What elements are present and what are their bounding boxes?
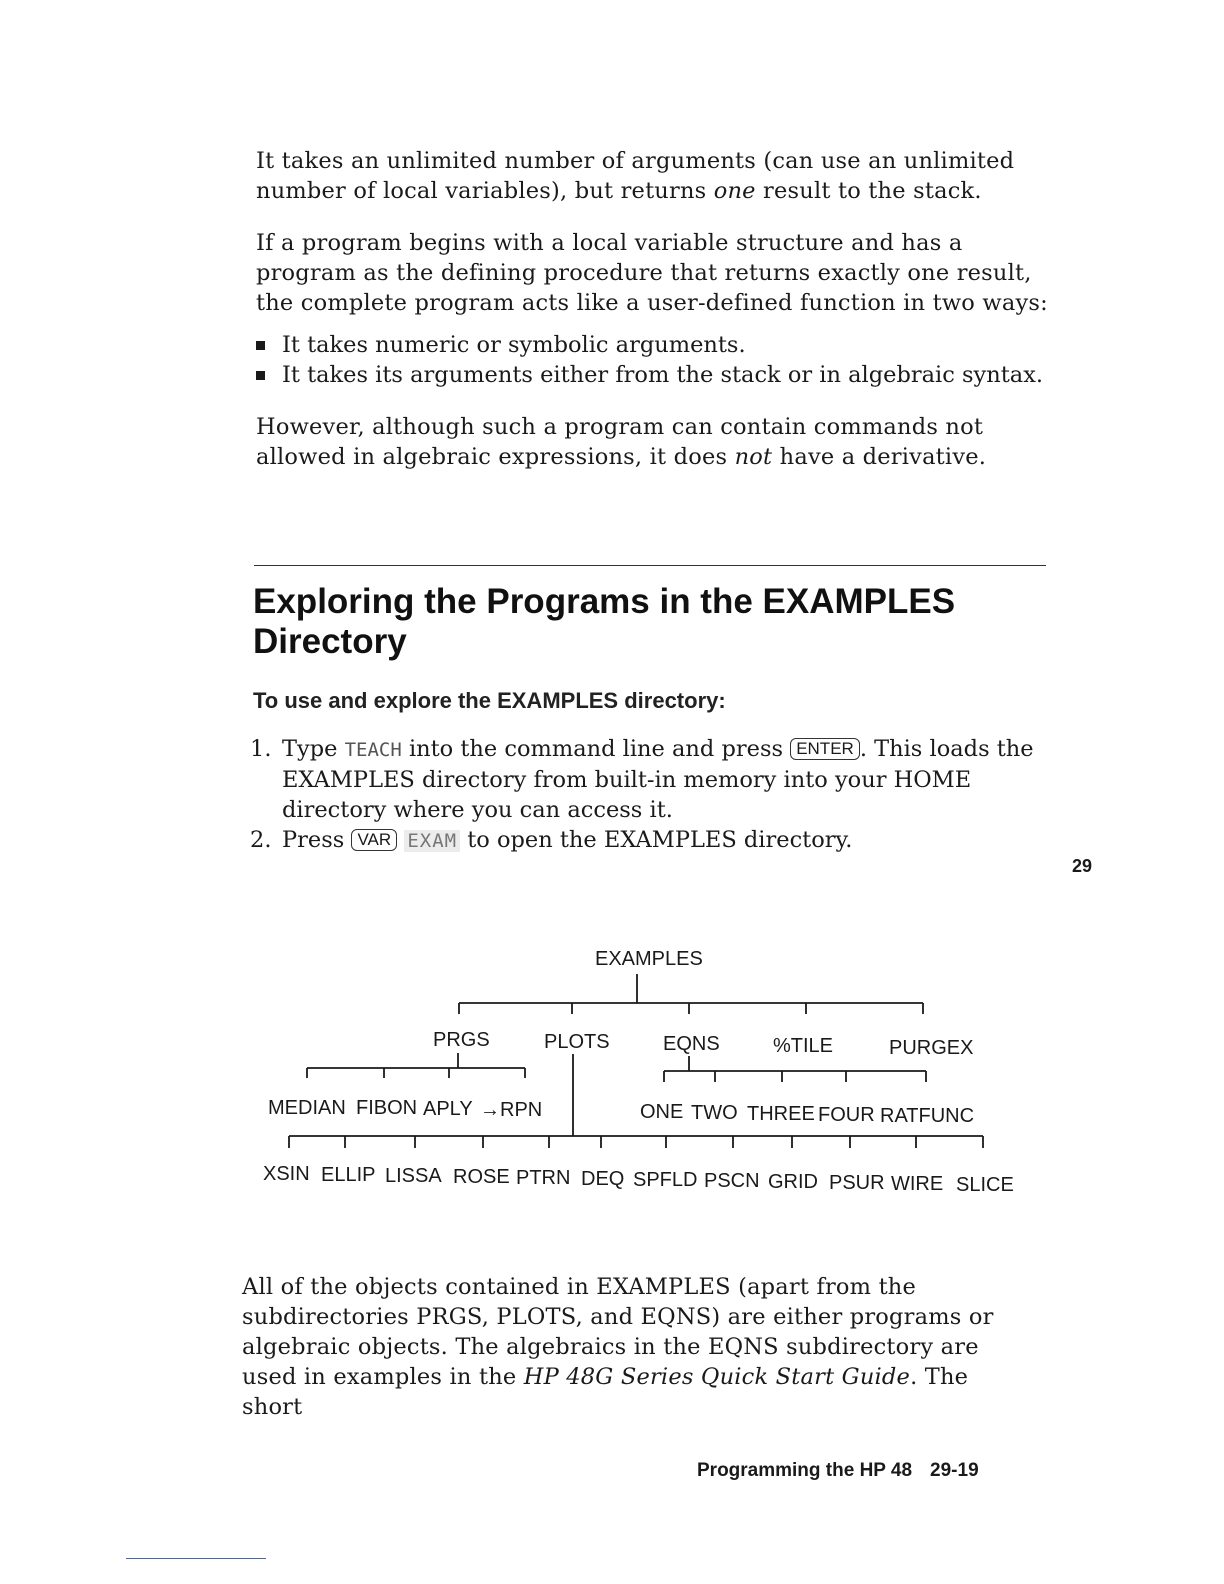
- step-number: 2.: [250, 827, 272, 853]
- page-number: 29-19: [930, 1460, 979, 1481]
- tree-root-label: EXAMPLES: [595, 948, 703, 970]
- tree-leaf-aply: APLY: [423, 1098, 473, 1120]
- text-run: Press: [282, 827, 352, 853]
- var-key: VAR: [351, 829, 397, 851]
- page-edge-mark: [126, 1558, 266, 1559]
- tree-leaf-pscn: PSCN: [704, 1170, 760, 1192]
- tree-leaf-ellip: ELLIP: [321, 1164, 376, 1186]
- tree-node-plots: PLOTS: [544, 1031, 610, 1053]
- enter-key: ENTER: [790, 738, 860, 760]
- emphasis-text: one: [713, 178, 756, 204]
- tree-leaf-xsin: XSIN: [263, 1163, 310, 1185]
- text-run: It takes an unlimited number of arguments (can use an unlimited number of local variables), but returns: [256, 148, 1015, 204]
- text-run: Type: [282, 736, 345, 762]
- text-run: . This loads the EXAMPLES directory from built-in memory into your HOME directory where you can access it.: [282, 736, 1034, 823]
- bullet-text: It takes numeric or symbolic arguments.: [282, 332, 746, 358]
- bullet-text: It takes its arguments either from the stack or in algebraic syntax.: [282, 362, 1044, 388]
- emphasis-text: HP 48G Series Quick Start Guide: [523, 1364, 911, 1390]
- text-run: However, although such a program can contain commands not allowed in algebraic expressions, it does: [256, 414, 984, 470]
- tree-leaf-one: ONE: [640, 1101, 684, 1123]
- tree-leaf-deq: DEQ: [581, 1168, 625, 1190]
- tree-leaf-two: TWO: [691, 1102, 738, 1124]
- tree-leaf-ratfunc: RATFUNC: [880, 1105, 975, 1127]
- text-run: . The short: [242, 1364, 969, 1420]
- tree-node-purgex: PURGEX: [889, 1037, 974, 1059]
- tree-leaf-rose: ROSE: [453, 1166, 510, 1188]
- text-run: result to the stack.: [755, 178, 982, 204]
- tree-node-prgs: PRGS: [433, 1029, 490, 1051]
- tree-leaf-three: THREE: [747, 1103, 815, 1125]
- procedure-heading: To use and explore the EXAMPLES directory:: [253, 688, 726, 713]
- tree-leaf-slice: SLICE: [956, 1174, 1014, 1196]
- tree-leaf-ptrn: PTRN: [516, 1167, 571, 1189]
- text-run: All of the objects contained in EXAMPLES (apart from the subdirectories PRGS, PLOTS, and EQNS) are either programs or algebraic objects. The algebraics in the EQNS subdirectory are used in examples in the: [242, 1274, 994, 1390]
- tree-leaf-wire: WIRE: [891, 1173, 944, 1195]
- tree-node-eqns: EQNS: [663, 1033, 720, 1055]
- tree-leaf-median: MEDIAN: [268, 1097, 346, 1119]
- tree-lines: [289, 974, 983, 1148]
- tree-leaf-fibon: FIBON: [356, 1097, 418, 1119]
- closing-paragraph: [242, 1272, 1032, 1422]
- tree-leaf-psur: PSUR: [829, 1172, 885, 1194]
- tree-leaf-grid: GRID: [768, 1171, 818, 1193]
- tree-node-tile: %TILE: [773, 1035, 834, 1057]
- chapter-tab: 29: [1072, 856, 1093, 876]
- command-code: TEACH: [344, 739, 402, 761]
- tree-leaf-four: FOUR: [818, 1104, 875, 1126]
- emphasis-text: not: [734, 444, 773, 470]
- text-run: have a derivative.: [772, 444, 987, 470]
- intro-paragraph-2: If a program begins with a local variable structure and has a program as the defining procedure that returns exactly one result, the complete program acts like a user-defined function in two ways:: [256, 230, 1048, 316]
- page-footer: [697, 1460, 979, 1482]
- text-run: into the command line and press: [401, 736, 791, 762]
- tree-leaf-lissa: LISSA: [385, 1165, 442, 1187]
- step-number: 1.: [250, 736, 272, 762]
- text-run: to open the EXAMPLES directory.: [460, 827, 853, 853]
- tree-leaf-spfld: SPFLD: [633, 1169, 698, 1191]
- section-title: Exploring the Programs in the EXAMPLES Directory: [253, 582, 956, 661]
- menu-key-exam: EXAM: [404, 830, 460, 852]
- tree-leaf-rpn: →RPN: [480, 1099, 543, 1121]
- footer-title: Programming the HP 48: [697, 1460, 913, 1481]
